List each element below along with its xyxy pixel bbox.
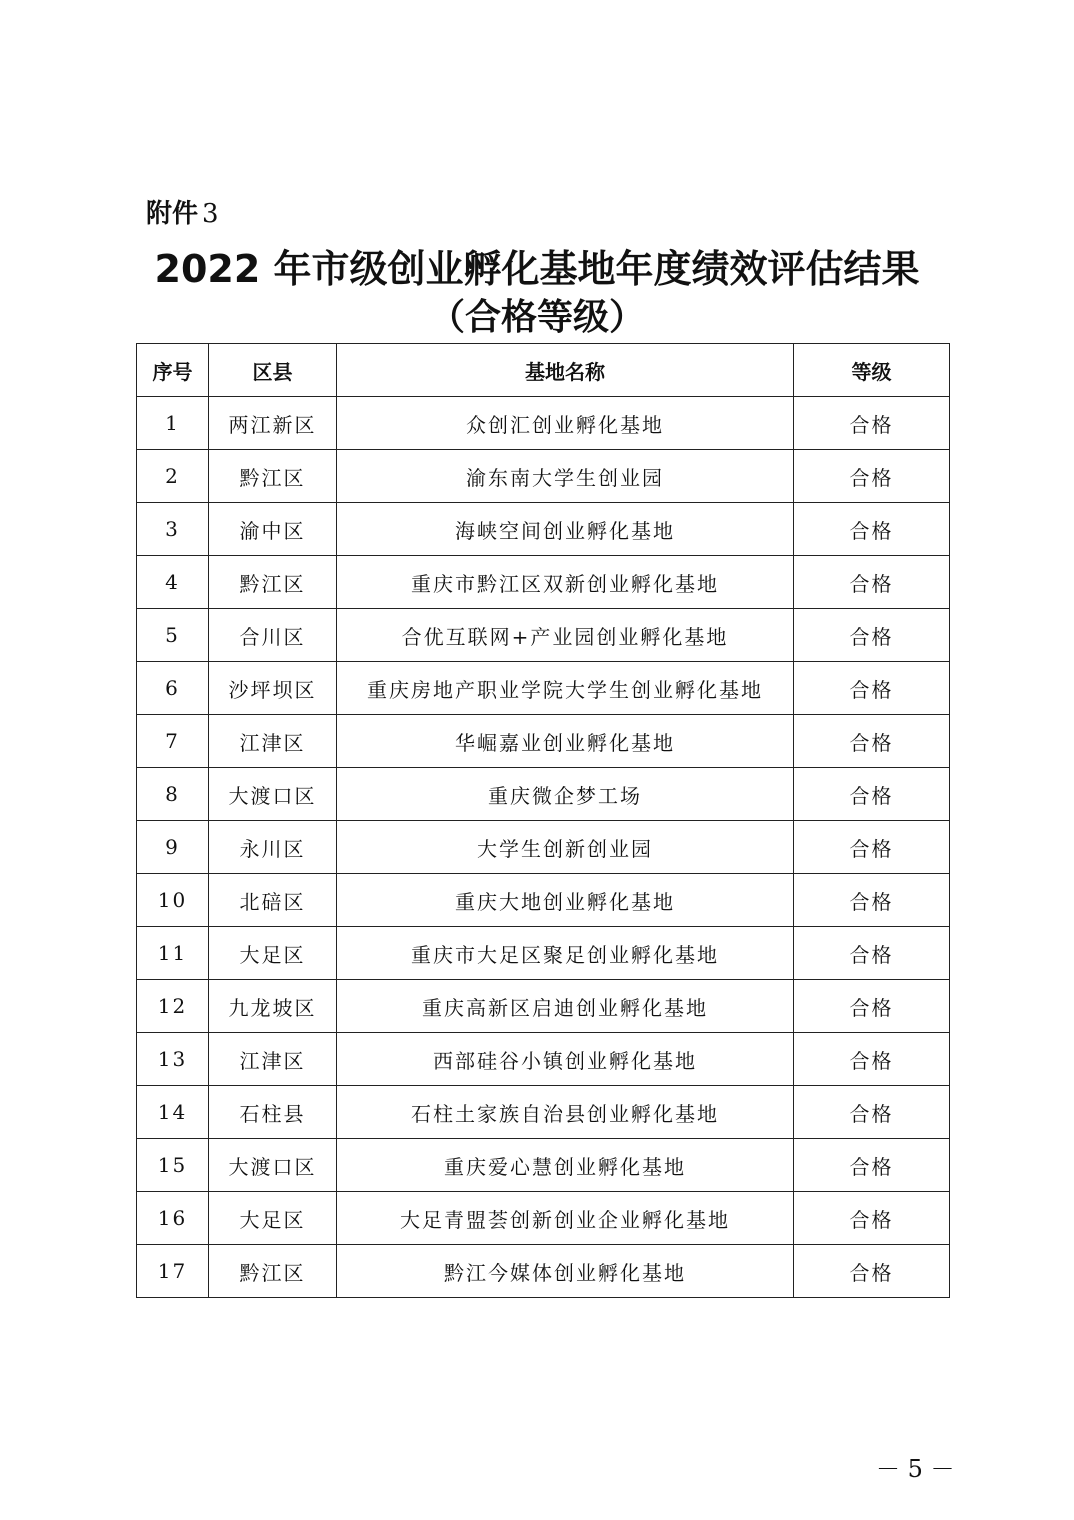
cell-index: 2 bbox=[137, 450, 209, 503]
cell-grade: 合格 bbox=[794, 609, 950, 662]
table-row bbox=[137, 609, 950, 662]
table-row bbox=[137, 1139, 950, 1192]
cell-index: 16 bbox=[137, 1192, 209, 1245]
cell-district: 黔江区 bbox=[209, 450, 337, 503]
table-row bbox=[137, 1192, 950, 1245]
cell-district: 大渡口区 bbox=[209, 768, 337, 821]
cell-base-name: 重庆爱心慧创业孵化基地 bbox=[337, 1139, 794, 1192]
cell-index: 8 bbox=[137, 768, 209, 821]
cell-base-name: 黔江今媒体创业孵化基地 bbox=[337, 1245, 794, 1298]
cell-grade: 合格 bbox=[794, 715, 950, 768]
cell-base-name: 大足青盟荟创新创业企业孵化基地 bbox=[337, 1192, 794, 1245]
cell-grade: 合格 bbox=[794, 397, 950, 450]
cell-grade: 合格 bbox=[794, 821, 950, 874]
table-row bbox=[137, 980, 950, 1033]
cell-grade: 合格 bbox=[794, 768, 950, 821]
cell-index: 10 bbox=[137, 874, 209, 927]
table-body bbox=[137, 397, 950, 1298]
cell-base-name: 重庆大地创业孵化基地 bbox=[337, 874, 794, 927]
cell-base-name: 重庆高新区启迪创业孵化基地 bbox=[337, 980, 794, 1033]
table-row bbox=[137, 556, 950, 609]
cell-base-name: 众创汇创业孵化基地 bbox=[337, 397, 794, 450]
cell-index: 15 bbox=[137, 1139, 209, 1192]
cell-district: 北碚区 bbox=[209, 874, 337, 927]
cell-district: 大足区 bbox=[209, 1192, 337, 1245]
table-row bbox=[137, 450, 950, 503]
document-subtitle: （合格等级） bbox=[428, 297, 645, 338]
cell-index: 6 bbox=[137, 662, 209, 715]
cell-grade: 合格 bbox=[794, 1086, 950, 1139]
cell-index: 14 bbox=[137, 1086, 209, 1139]
table-row bbox=[137, 1245, 950, 1298]
cell-base-name: 石柱土家族自治县创业孵化基地 bbox=[337, 1086, 794, 1139]
cell-index: 4 bbox=[137, 556, 209, 609]
cell-grade: 合格 bbox=[794, 1192, 950, 1245]
cell-district: 两江新区 bbox=[209, 397, 337, 450]
header-district: 区县 bbox=[209, 344, 337, 397]
cell-base-name: 重庆房地产职业学院大学生创业孵化基地 bbox=[337, 662, 794, 715]
cell-district: 石柱县 bbox=[209, 1086, 337, 1139]
cell-base-name: 重庆市黔江区双新创业孵化基地 bbox=[337, 556, 794, 609]
cell-index: 7 bbox=[137, 715, 209, 768]
header-grade: 等级 bbox=[794, 344, 950, 397]
results-table bbox=[136, 343, 950, 1298]
cell-base-name: 重庆市大足区聚足创业孵化基地 bbox=[337, 927, 794, 980]
table-row bbox=[137, 1033, 950, 1086]
cell-base-name: 渝东南大学生创业园 bbox=[337, 450, 794, 503]
cell-base-name: 华崛嘉业创业孵化基地 bbox=[337, 715, 794, 768]
attachment-number: 3 bbox=[202, 199, 219, 229]
cell-grade: 合格 bbox=[794, 1245, 950, 1298]
cell-grade: 合格 bbox=[794, 927, 950, 980]
table-row bbox=[137, 768, 950, 821]
cell-index: 12 bbox=[137, 980, 209, 1033]
cell-grade: 合格 bbox=[794, 662, 950, 715]
table-row bbox=[137, 1086, 950, 1139]
cell-grade: 合格 bbox=[794, 874, 950, 927]
cell-base-name: 海峡空间创业孵化基地 bbox=[337, 503, 794, 556]
page-number: － 5 － bbox=[876, 1455, 955, 1483]
cell-district: 永川区 bbox=[209, 821, 337, 874]
cell-index: 11 bbox=[137, 927, 209, 980]
cell-base-name: 大学生创新创业园 bbox=[337, 821, 794, 874]
table-row bbox=[137, 874, 950, 927]
cell-index: 17 bbox=[137, 1245, 209, 1298]
cell-district: 大足区 bbox=[209, 927, 337, 980]
cell-index: 5 bbox=[137, 609, 209, 662]
cell-district: 沙坪坝区 bbox=[209, 662, 337, 715]
document-title: 2022 年市级创业孵化基地年度绩效评估结果 bbox=[154, 247, 920, 291]
cell-district: 黔江区 bbox=[209, 1245, 337, 1298]
cell-district: 合川区 bbox=[209, 609, 337, 662]
cell-district: 大渡口区 bbox=[209, 1139, 337, 1192]
cell-grade: 合格 bbox=[794, 556, 950, 609]
table-header-row bbox=[137, 344, 950, 397]
header-index: 序号 bbox=[137, 344, 209, 397]
cell-district: 江津区 bbox=[209, 1033, 337, 1086]
cell-grade: 合格 bbox=[794, 503, 950, 556]
table-row bbox=[137, 927, 950, 980]
cell-index: 9 bbox=[137, 821, 209, 874]
cell-grade: 合格 bbox=[794, 980, 950, 1033]
cell-district: 江津区 bbox=[209, 715, 337, 768]
table-row bbox=[137, 715, 950, 768]
header-base-name: 基地名称 bbox=[337, 344, 794, 397]
cell-grade: 合格 bbox=[794, 1139, 950, 1192]
cell-index: 1 bbox=[137, 397, 209, 450]
cell-base-name: 西部硅谷小镇创业孵化基地 bbox=[337, 1033, 794, 1086]
cell-district: 黔江区 bbox=[209, 556, 337, 609]
attachment-label bbox=[146, 196, 219, 232]
table-row bbox=[137, 821, 950, 874]
table-row bbox=[137, 662, 950, 715]
table-row bbox=[137, 397, 950, 450]
cell-index: 3 bbox=[137, 503, 209, 556]
cell-grade: 合格 bbox=[794, 450, 950, 503]
attachment-text: 附件 bbox=[146, 199, 199, 229]
cell-grade: 合格 bbox=[794, 1033, 950, 1086]
table-row bbox=[137, 503, 950, 556]
cell-base-name: 合优互联网+产业园创业孵化基地 bbox=[337, 609, 794, 662]
cell-district: 渝中区 bbox=[209, 503, 337, 556]
cell-index: 13 bbox=[137, 1033, 209, 1086]
cell-district: 九龙坡区 bbox=[209, 980, 337, 1033]
cell-base-name: 重庆微企梦工场 bbox=[337, 768, 794, 821]
